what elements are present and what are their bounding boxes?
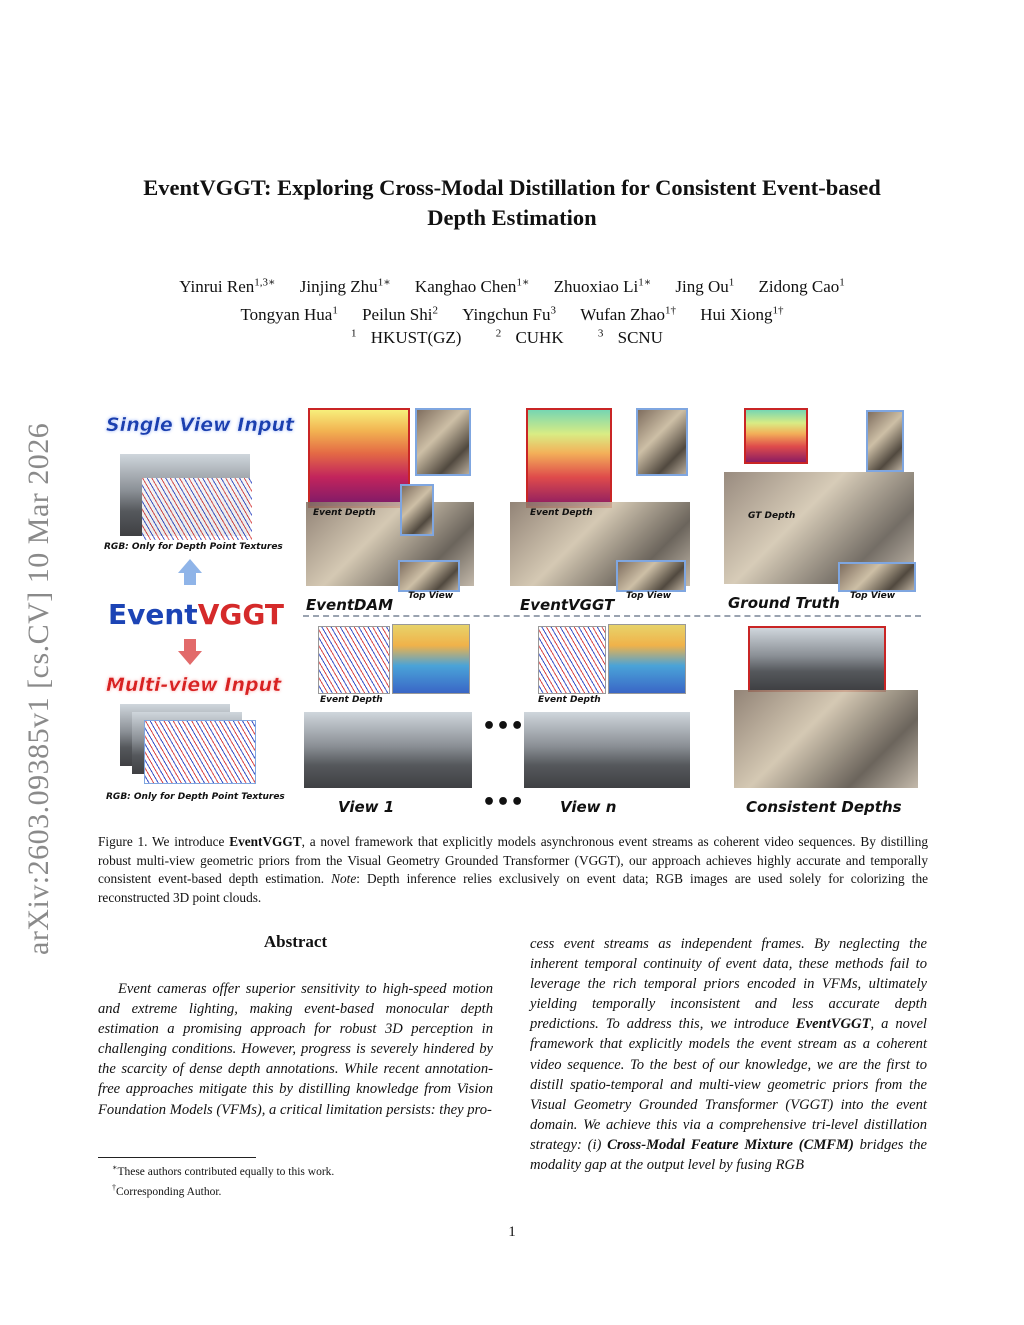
caption-bold: EventVGGT bbox=[229, 834, 302, 849]
author-affiliation-mark: 1 bbox=[839, 276, 845, 288]
footnote-text: These authors contributed equally to this work. bbox=[117, 1165, 335, 1178]
caption-part-1: , a novel framework that explicitly models asynchronous event streams as coherent video sequences. By distilling robust multi-view geometric priors from the Visual Geometry Grounded Transformer (VGGT), our approach achieves highly accurate and temporally consistent event-based depth estimation. bbox=[98, 834, 928, 886]
affiliation-mark: 1 bbox=[351, 327, 357, 339]
abstract-left-column: Event cameras offer superior sensitivity to high-speed motion and extreme lighting, making event-based monocular depth estimation a promising approach for robust 3D perception in challenging conditions. However, progress is severely hindered by the scarcity of dense depth annotations. While recent annotation-free approaches mitigate this by distilling knowledge from Vision Foundation Models (VFMs), a critical limitation persists: they pro- bbox=[98, 981, 493, 1118]
section-divider bbox=[303, 615, 921, 617]
eventdam-top-view-label: Top View bbox=[408, 591, 454, 601]
author-affiliation-mark: 2 bbox=[432, 304, 438, 317]
view1-depth-map bbox=[392, 624, 470, 694]
gt-top-view bbox=[838, 562, 916, 592]
viewn-label: View n bbox=[560, 798, 617, 816]
author-row-2 bbox=[0, 299, 1024, 328]
author-name: Hui Xiong bbox=[700, 305, 773, 325]
author-affiliation-mark: 1† bbox=[772, 304, 784, 317]
eventvggt-label: EventVGGT bbox=[520, 596, 615, 614]
multi-view-frame-3 bbox=[144, 720, 256, 784]
author-row-1 bbox=[0, 270, 1024, 299]
viewn-scene bbox=[524, 712, 690, 788]
abstract-right-part-3: bridges the modality gap at the output level by fusing RGB bbox=[530, 1136, 927, 1174]
affiliation-list bbox=[0, 327, 1024, 348]
arrow-up-stem bbox=[184, 573, 196, 585]
abstract-right-bold-2: Cross-Modal Feature Mixture (CMFM) bbox=[607, 1136, 854, 1153]
author bbox=[179, 277, 275, 296]
arrow-down-stem bbox=[184, 639, 196, 651]
affiliation-name: HKUST(GZ) bbox=[370, 327, 462, 347]
author-affiliation-mark: 1 bbox=[332, 304, 338, 317]
single-view-input-label: Single View Input bbox=[106, 414, 295, 436]
author-name: Peilun Shi bbox=[362, 305, 433, 325]
author-name: Tongyan Hua bbox=[240, 305, 333, 325]
eventdam-event-depth-label: Event Depth bbox=[313, 508, 376, 518]
author bbox=[300, 277, 391, 296]
eventvggt-zoom-crop bbox=[636, 408, 688, 476]
abstract-right-part-2: , a novel framework that explicitly models the event stream as a coherent video sequence. To the best of our knowledge, we are the first to distill spatio-temporal and multi-view geometric priors from the Visual Geometry Grounded Transformer (VGGT) into the event domain. We achieve this via a comprehensive tri-level distillation strategy: (i) bbox=[530, 1016, 927, 1153]
gt-top-view-label: Top View bbox=[850, 591, 896, 601]
title-line-2: Depth Estimation bbox=[427, 205, 597, 230]
abstract-right-part-1: cess event streams as independent frames. By neglecting the inherent temporal continuity of event data, these methods fail to leverage the rich temporal priors encoded in VFMs, ultimately yielding temporally inconsistent and less accurate depth predictions. To address this, we introduce bbox=[530, 936, 927, 1033]
author-affiliation-mark: 3 bbox=[550, 304, 556, 317]
viewn-event-frame bbox=[538, 626, 606, 694]
author-name: Yingchun Fu bbox=[462, 305, 551, 325]
affiliation bbox=[598, 328, 673, 347]
eventvggt-top-view bbox=[616, 560, 686, 592]
author-affiliation-mark: 1∗ bbox=[516, 276, 530, 288]
affiliation-mark: 3 bbox=[597, 327, 604, 339]
figure-1 bbox=[98, 402, 928, 822]
ground-truth-label: Ground Truth bbox=[728, 594, 840, 612]
footnote-mark: ∗ bbox=[112, 1163, 118, 1172]
author-affiliation-mark: 1∗ bbox=[638, 276, 652, 288]
ellipsis-icon-bottom: ••• bbox=[482, 790, 525, 815]
view1-event-frame bbox=[318, 626, 390, 694]
author bbox=[362, 305, 438, 324]
gt-depth-map bbox=[744, 408, 808, 464]
footnote-mark: † bbox=[112, 1182, 116, 1192]
author bbox=[415, 277, 530, 296]
author bbox=[759, 277, 845, 296]
logo-part-vggt: VGGT bbox=[197, 598, 284, 631]
abstract-right-bold-1: EventVGGT bbox=[795, 1016, 871, 1033]
viewn-event-depth-label: Event Depth bbox=[538, 695, 601, 705]
footnote bbox=[98, 1180, 493, 1200]
affiliation bbox=[351, 328, 471, 347]
eventvggt-depth-map bbox=[526, 408, 612, 508]
author-name: Kanghao Chen bbox=[414, 276, 517, 296]
author bbox=[462, 305, 556, 324]
logo-part-event: Event bbox=[108, 598, 198, 631]
author bbox=[580, 305, 676, 324]
arrow-up-icon bbox=[178, 559, 202, 573]
figure-caption bbox=[98, 833, 928, 907]
arrow-down-icon bbox=[178, 651, 202, 665]
title-line-1: EventVGGT: Exploring Cross-Modal Distillation for Consistent Event-based bbox=[143, 175, 881, 200]
author bbox=[240, 305, 337, 324]
eventvggt-top-view-label: Top View bbox=[626, 591, 672, 601]
consistent-depths-label: Consistent Depths bbox=[746, 798, 902, 816]
affiliation-name: CUHK bbox=[515, 327, 564, 347]
paper-title bbox=[0, 173, 1024, 233]
arxiv-identifier: arXiv:2603.09385v1 [cs.CV] 10 Mar 2026 bbox=[22, 422, 55, 955]
ellipsis-icon-top: ••• bbox=[482, 714, 525, 739]
abstract-heading: Abstract bbox=[263, 932, 328, 951]
abstract-right-column bbox=[530, 934, 927, 1175]
eventdam-zoom-crop bbox=[415, 408, 471, 476]
affiliation bbox=[496, 328, 574, 347]
author-name: Jinjing Zhu bbox=[299, 276, 378, 296]
author-name: Jing Ou bbox=[675, 276, 729, 296]
author bbox=[700, 305, 783, 324]
eventdam-top-view bbox=[398, 560, 460, 592]
consistent-point-cloud bbox=[734, 690, 918, 788]
author-list bbox=[0, 270, 1024, 327]
single-view-event-image bbox=[142, 478, 252, 540]
author-name: Zhuoxiao Li bbox=[553, 276, 639, 296]
caption-part-2: : Depth inference relies exclusively on event data; RGB images are used solely for colorizing the reconstructed 3D point clouds. bbox=[98, 871, 928, 905]
author bbox=[554, 277, 652, 296]
author-affiliation-mark: 1 bbox=[728, 276, 735, 288]
eventvggt-logo bbox=[108, 598, 284, 631]
eventvggt-event-depth-label: Event Depth bbox=[530, 508, 593, 518]
caption-note-label: Note bbox=[331, 871, 357, 886]
caption-prefix: Figure 1. We introduce bbox=[98, 834, 230, 849]
gt-zoom-crop bbox=[866, 410, 904, 472]
affiliation-mark: 2 bbox=[495, 327, 502, 339]
view1-event-depth-label: Event Depth bbox=[320, 695, 383, 705]
footnote bbox=[98, 1160, 493, 1180]
consistent-zoom-crop bbox=[748, 626, 886, 692]
footnotes bbox=[98, 1160, 493, 1200]
author-affiliation-mark: 1∗ bbox=[377, 276, 391, 288]
author bbox=[675, 277, 734, 296]
view1-label: View 1 bbox=[338, 798, 395, 816]
affiliation-name: SCNU bbox=[617, 327, 663, 347]
eventdam-depth-map bbox=[308, 408, 410, 508]
footnote-rule bbox=[98, 1157, 256, 1158]
author-name: Yinrui Ren bbox=[179, 276, 255, 296]
eventdam-building-crop bbox=[400, 484, 434, 536]
multi-view-input-label: Multi-view Input bbox=[106, 674, 282, 696]
author-name: Wufan Zhao bbox=[580, 305, 666, 325]
rgb-note-top: RGB: Only for Depth Point Textures bbox=[104, 542, 283, 552]
viewn-depth-map bbox=[608, 624, 686, 694]
author-affiliation-mark: 1† bbox=[665, 304, 677, 317]
eventdam-label: EventDAM bbox=[306, 596, 394, 614]
rgb-note-bottom: RGB: Only for Depth Point Textures bbox=[106, 792, 285, 802]
author-name: Zidong Cao bbox=[758, 276, 840, 296]
page-number: 1 bbox=[508, 1224, 516, 1240]
view1-scene bbox=[304, 712, 472, 788]
footnote-text: Corresponding Author. bbox=[116, 1185, 222, 1198]
gt-depth-label: GT Depth bbox=[748, 511, 796, 521]
author-affiliation-mark: 1,3∗ bbox=[254, 276, 276, 288]
